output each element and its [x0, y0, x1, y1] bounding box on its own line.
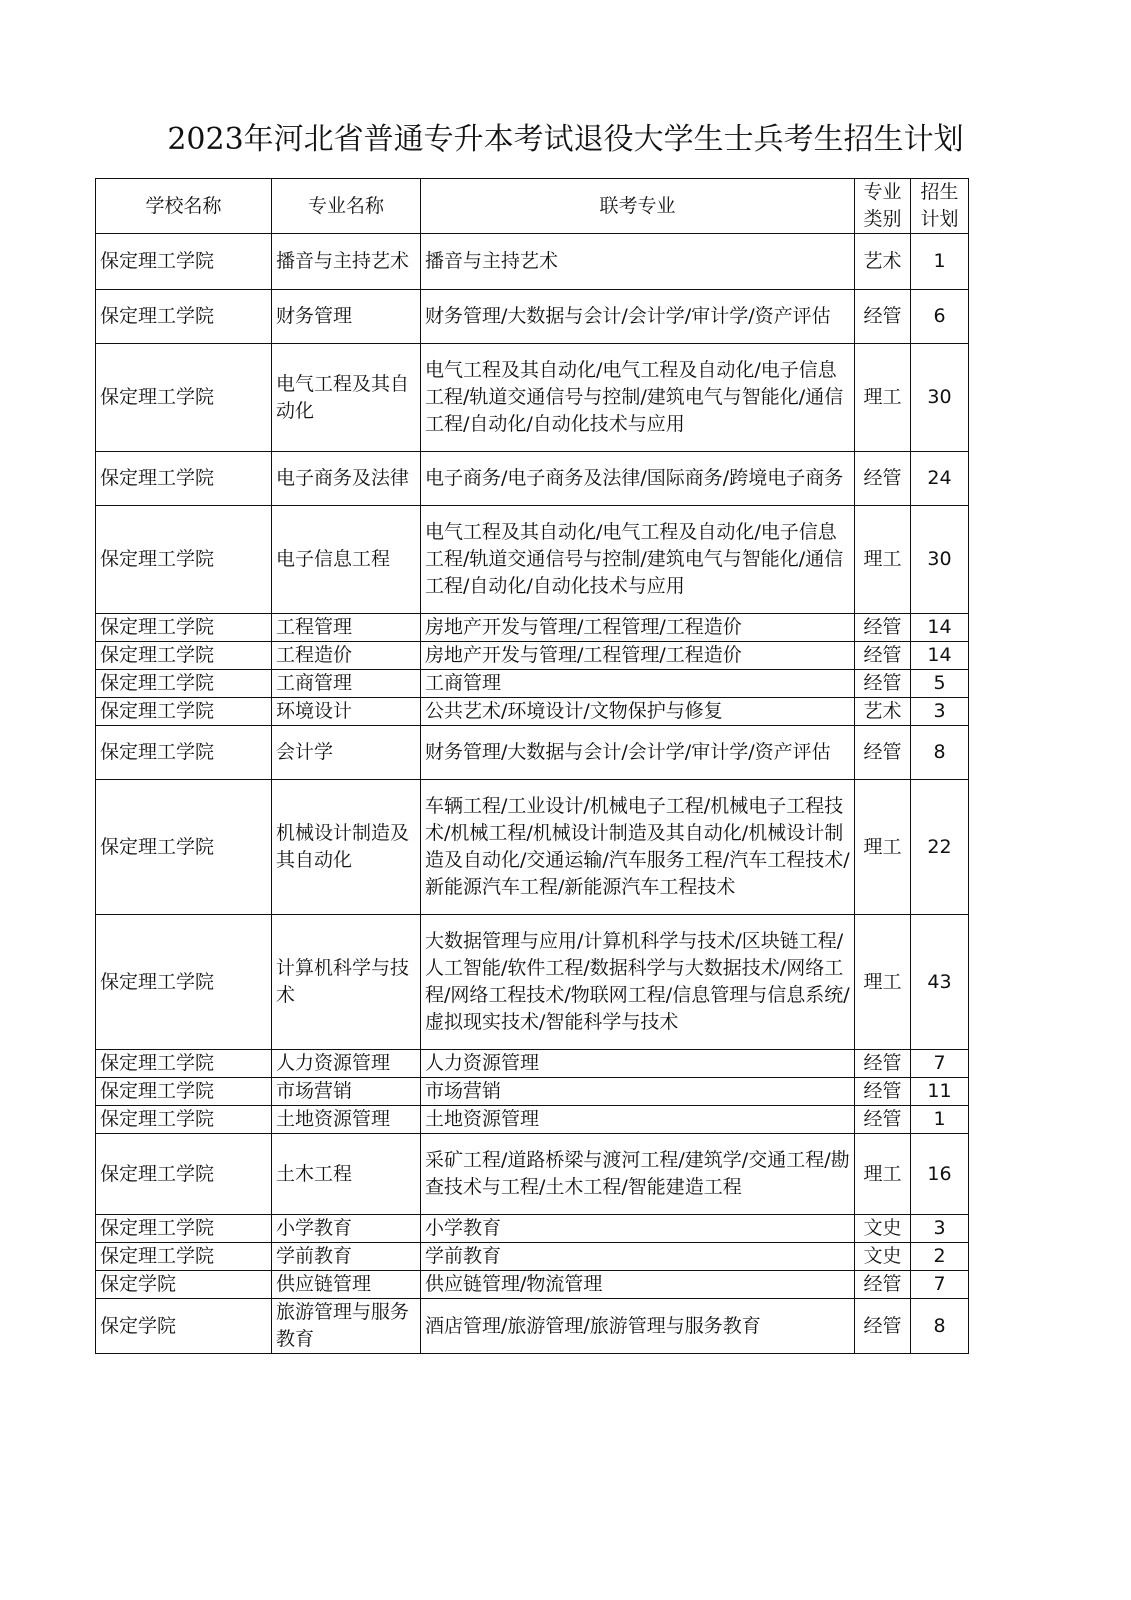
cell-school: 保定理工学院: [96, 614, 272, 642]
cell-major: 播音与主持艺术: [272, 234, 421, 290]
cell-school: 保定理工学院: [96, 642, 272, 670]
cell-major: 旅游管理与服务教育: [272, 1299, 421, 1354]
cell-plan: 6: [911, 290, 969, 344]
cell-plan: 8: [911, 726, 969, 780]
cell-category: 经管: [855, 1299, 911, 1354]
cell-school: 保定理工学院: [96, 670, 272, 698]
cell-category: 经管: [855, 726, 911, 780]
cell-joint-major: 财务管理/大数据与会计/会计学/审计学/资产评估: [421, 726, 855, 780]
cell-major: 机械设计制造及其自动化: [272, 780, 421, 915]
table-row: [96, 1243, 969, 1271]
cell-category: 经管: [855, 452, 911, 506]
cell-category: 理工: [855, 1134, 911, 1215]
table-row: [96, 726, 969, 780]
cell-school: 保定理工学院: [96, 234, 272, 290]
table-row: [96, 1215, 969, 1243]
table-row: [96, 915, 969, 1050]
cell-joint-major: 房地产开发与管理/工程管理/工程造价: [421, 614, 855, 642]
cell-school: 保定学院: [96, 1271, 272, 1299]
cell-major: 环境设计: [272, 698, 421, 726]
cell-major: 工程造价: [272, 642, 421, 670]
cell-major: 电子信息工程: [272, 506, 421, 614]
cell-plan: 16: [911, 1134, 969, 1215]
table-row: [96, 1078, 969, 1106]
cell-school: 保定学院: [96, 1299, 272, 1354]
cell-major: 供应链管理: [272, 1271, 421, 1299]
cell-major: 财务管理: [272, 290, 421, 344]
header-major: 专业名称: [272, 179, 421, 234]
table-row: [96, 344, 969, 452]
cell-category: 文史: [855, 1243, 911, 1271]
table-row: [96, 642, 969, 670]
table-row: [96, 614, 969, 642]
table-body: [96, 234, 969, 1354]
header-category-line1: 专业: [863, 181, 902, 203]
header-plan-line1: 招生: [920, 181, 959, 203]
table-row: [96, 1271, 969, 1299]
table-row: [96, 1134, 969, 1215]
cell-category: 经管: [855, 1050, 911, 1078]
table-row: [96, 670, 969, 698]
cell-school: 保定理工学院: [96, 344, 272, 452]
table-row: [96, 452, 969, 506]
cell-major: 土地资源管理: [272, 1106, 421, 1134]
cell-school: 保定理工学院: [96, 780, 272, 915]
cell-major: 计算机科学与技术: [272, 915, 421, 1050]
cell-major: 电气工程及其自动化: [272, 344, 421, 452]
cell-joint-major: 市场营销: [421, 1078, 855, 1106]
table-row: [96, 234, 969, 290]
cell-category: 经管: [855, 1106, 911, 1134]
table-row: [96, 290, 969, 344]
cell-category: 经管: [855, 290, 911, 344]
cell-major: 会计学: [272, 726, 421, 780]
cell-school: 保定理工学院: [96, 452, 272, 506]
cell-plan: 7: [911, 1271, 969, 1299]
cell-category: 艺术: [855, 698, 911, 726]
cell-major: 人力资源管理: [272, 1050, 421, 1078]
table-row: [96, 1299, 969, 1354]
table-row: [96, 780, 969, 915]
cell-major: 市场营销: [272, 1078, 421, 1106]
table-row: [96, 1106, 969, 1134]
cell-major: 土木工程: [272, 1134, 421, 1215]
cell-joint-major: 公共艺术/环境设计/文物保护与修复: [421, 698, 855, 726]
cell-school: 保定理工学院: [96, 915, 272, 1050]
cell-plan: 11: [911, 1078, 969, 1106]
table-row: [96, 506, 969, 614]
cell-school: 保定理工学院: [96, 726, 272, 780]
cell-major: 小学教育: [272, 1215, 421, 1243]
cell-joint-major: 大数据管理与应用/计算机科学与技术/区块链工程/人工智能/软件工程/数据科学与大数据技术/网络工程/网络工程技术/物联网工程/信息管理与信息系统/虚拟现实技术/智能科学与技术: [421, 915, 855, 1050]
cell-category: 理工: [855, 780, 911, 915]
cell-plan: 1: [911, 1106, 969, 1134]
cell-school: 保定理工学院: [96, 1134, 272, 1215]
cell-plan: 3: [911, 1215, 969, 1243]
cell-plan: 24: [911, 452, 969, 506]
cell-category: 文史: [855, 1215, 911, 1243]
header-category-line2: 类别: [863, 208, 902, 230]
cell-school: 保定理工学院: [96, 1215, 272, 1243]
cell-joint-major: 人力资源管理: [421, 1050, 855, 1078]
header-school: 学校名称: [96, 179, 272, 234]
header-joint-major: 联考专业: [421, 179, 855, 234]
cell-joint-major: 房地产开发与管理/工程管理/工程造价: [421, 642, 855, 670]
cell-joint-major: 播音与主持艺术: [421, 234, 855, 290]
cell-joint-major: 供应链管理/物流管理: [421, 1271, 855, 1299]
cell-plan: 14: [911, 614, 969, 642]
enrollment-plan-table: [95, 178, 969, 1354]
cell-category: 经管: [855, 670, 911, 698]
cell-joint-major: 电子商务/电子商务及法律/国际商务/跨境电子商务: [421, 452, 855, 506]
cell-joint-major: 财务管理/大数据与会计/会计学/审计学/资产评估: [421, 290, 855, 344]
cell-plan: 43: [911, 915, 969, 1050]
cell-joint-major: 车辆工程/工业设计/机械电子工程/机械电子工程技术/机械工程/机械设计制造及其自动化/机械设计制造及自动化/交通运输/汽车服务工程/汽车工程技术/新能源汽车工程/新能源汽车工程技术: [421, 780, 855, 915]
cell-category: 艺术: [855, 234, 911, 290]
cell-category: 理工: [855, 344, 911, 452]
cell-plan: 7: [911, 1050, 969, 1078]
cell-plan: 3: [911, 698, 969, 726]
cell-school: 保定理工学院: [96, 1078, 272, 1106]
header-plan: [911, 179, 969, 234]
cell-school: 保定理工学院: [96, 1050, 272, 1078]
cell-plan: 30: [911, 506, 969, 614]
cell-joint-major: 土地资源管理: [421, 1106, 855, 1134]
cell-joint-major: 电气工程及其自动化/电气工程及自动化/电子信息工程/轨道交通信号与控制/建筑电气与智能化/通信工程/自动化/自动化技术与应用: [421, 506, 855, 614]
cell-plan: 14: [911, 642, 969, 670]
cell-school: 保定理工学院: [96, 698, 272, 726]
table-header-row: [96, 179, 969, 234]
cell-category: 经管: [855, 614, 911, 642]
cell-school: 保定理工学院: [96, 1243, 272, 1271]
cell-plan: 22: [911, 780, 969, 915]
document-title: 2023年河北省普通专升本考试退役大学生士兵考生招生计划: [167, 122, 964, 157]
cell-school: 保定理工学院: [96, 290, 272, 344]
cell-joint-major: 小学教育: [421, 1215, 855, 1243]
cell-category: 经管: [855, 642, 911, 670]
table-row: [96, 1050, 969, 1078]
cell-major: 学前教育: [272, 1243, 421, 1271]
cell-joint-major: 酒店管理/旅游管理/旅游管理与服务教育: [421, 1299, 855, 1354]
cell-school: 保定理工学院: [96, 506, 272, 614]
cell-category: 理工: [855, 506, 911, 614]
header-plan-line2: 计划: [920, 208, 959, 230]
table-row: [96, 698, 969, 726]
cell-joint-major: 工商管理: [421, 670, 855, 698]
cell-joint-major: 学前教育: [421, 1243, 855, 1271]
cell-plan: 5: [911, 670, 969, 698]
cell-major: 电子商务及法律: [272, 452, 421, 506]
cell-joint-major: 采矿工程/道路桥梁与渡河工程/建筑学/交通工程/勘查技术与工程/土木工程/智能建造工程: [421, 1134, 855, 1215]
cell-category: 经管: [855, 1271, 911, 1299]
cell-major: 工商管理: [272, 670, 421, 698]
cell-plan: 30: [911, 344, 969, 452]
cell-category: 理工: [855, 915, 911, 1050]
cell-school: 保定理工学院: [96, 1106, 272, 1134]
cell-major: 工程管理: [272, 614, 421, 642]
cell-category: 经管: [855, 1078, 911, 1106]
cell-joint-major: 电气工程及其自动化/电气工程及自动化/电子信息工程/轨道交通信号与控制/建筑电气与智能化/通信工程/自动化/自动化技术与应用: [421, 344, 855, 452]
cell-plan: 1: [911, 234, 969, 290]
header-category: [855, 179, 911, 234]
cell-plan: 8: [911, 1299, 969, 1354]
cell-plan: 2: [911, 1243, 969, 1271]
